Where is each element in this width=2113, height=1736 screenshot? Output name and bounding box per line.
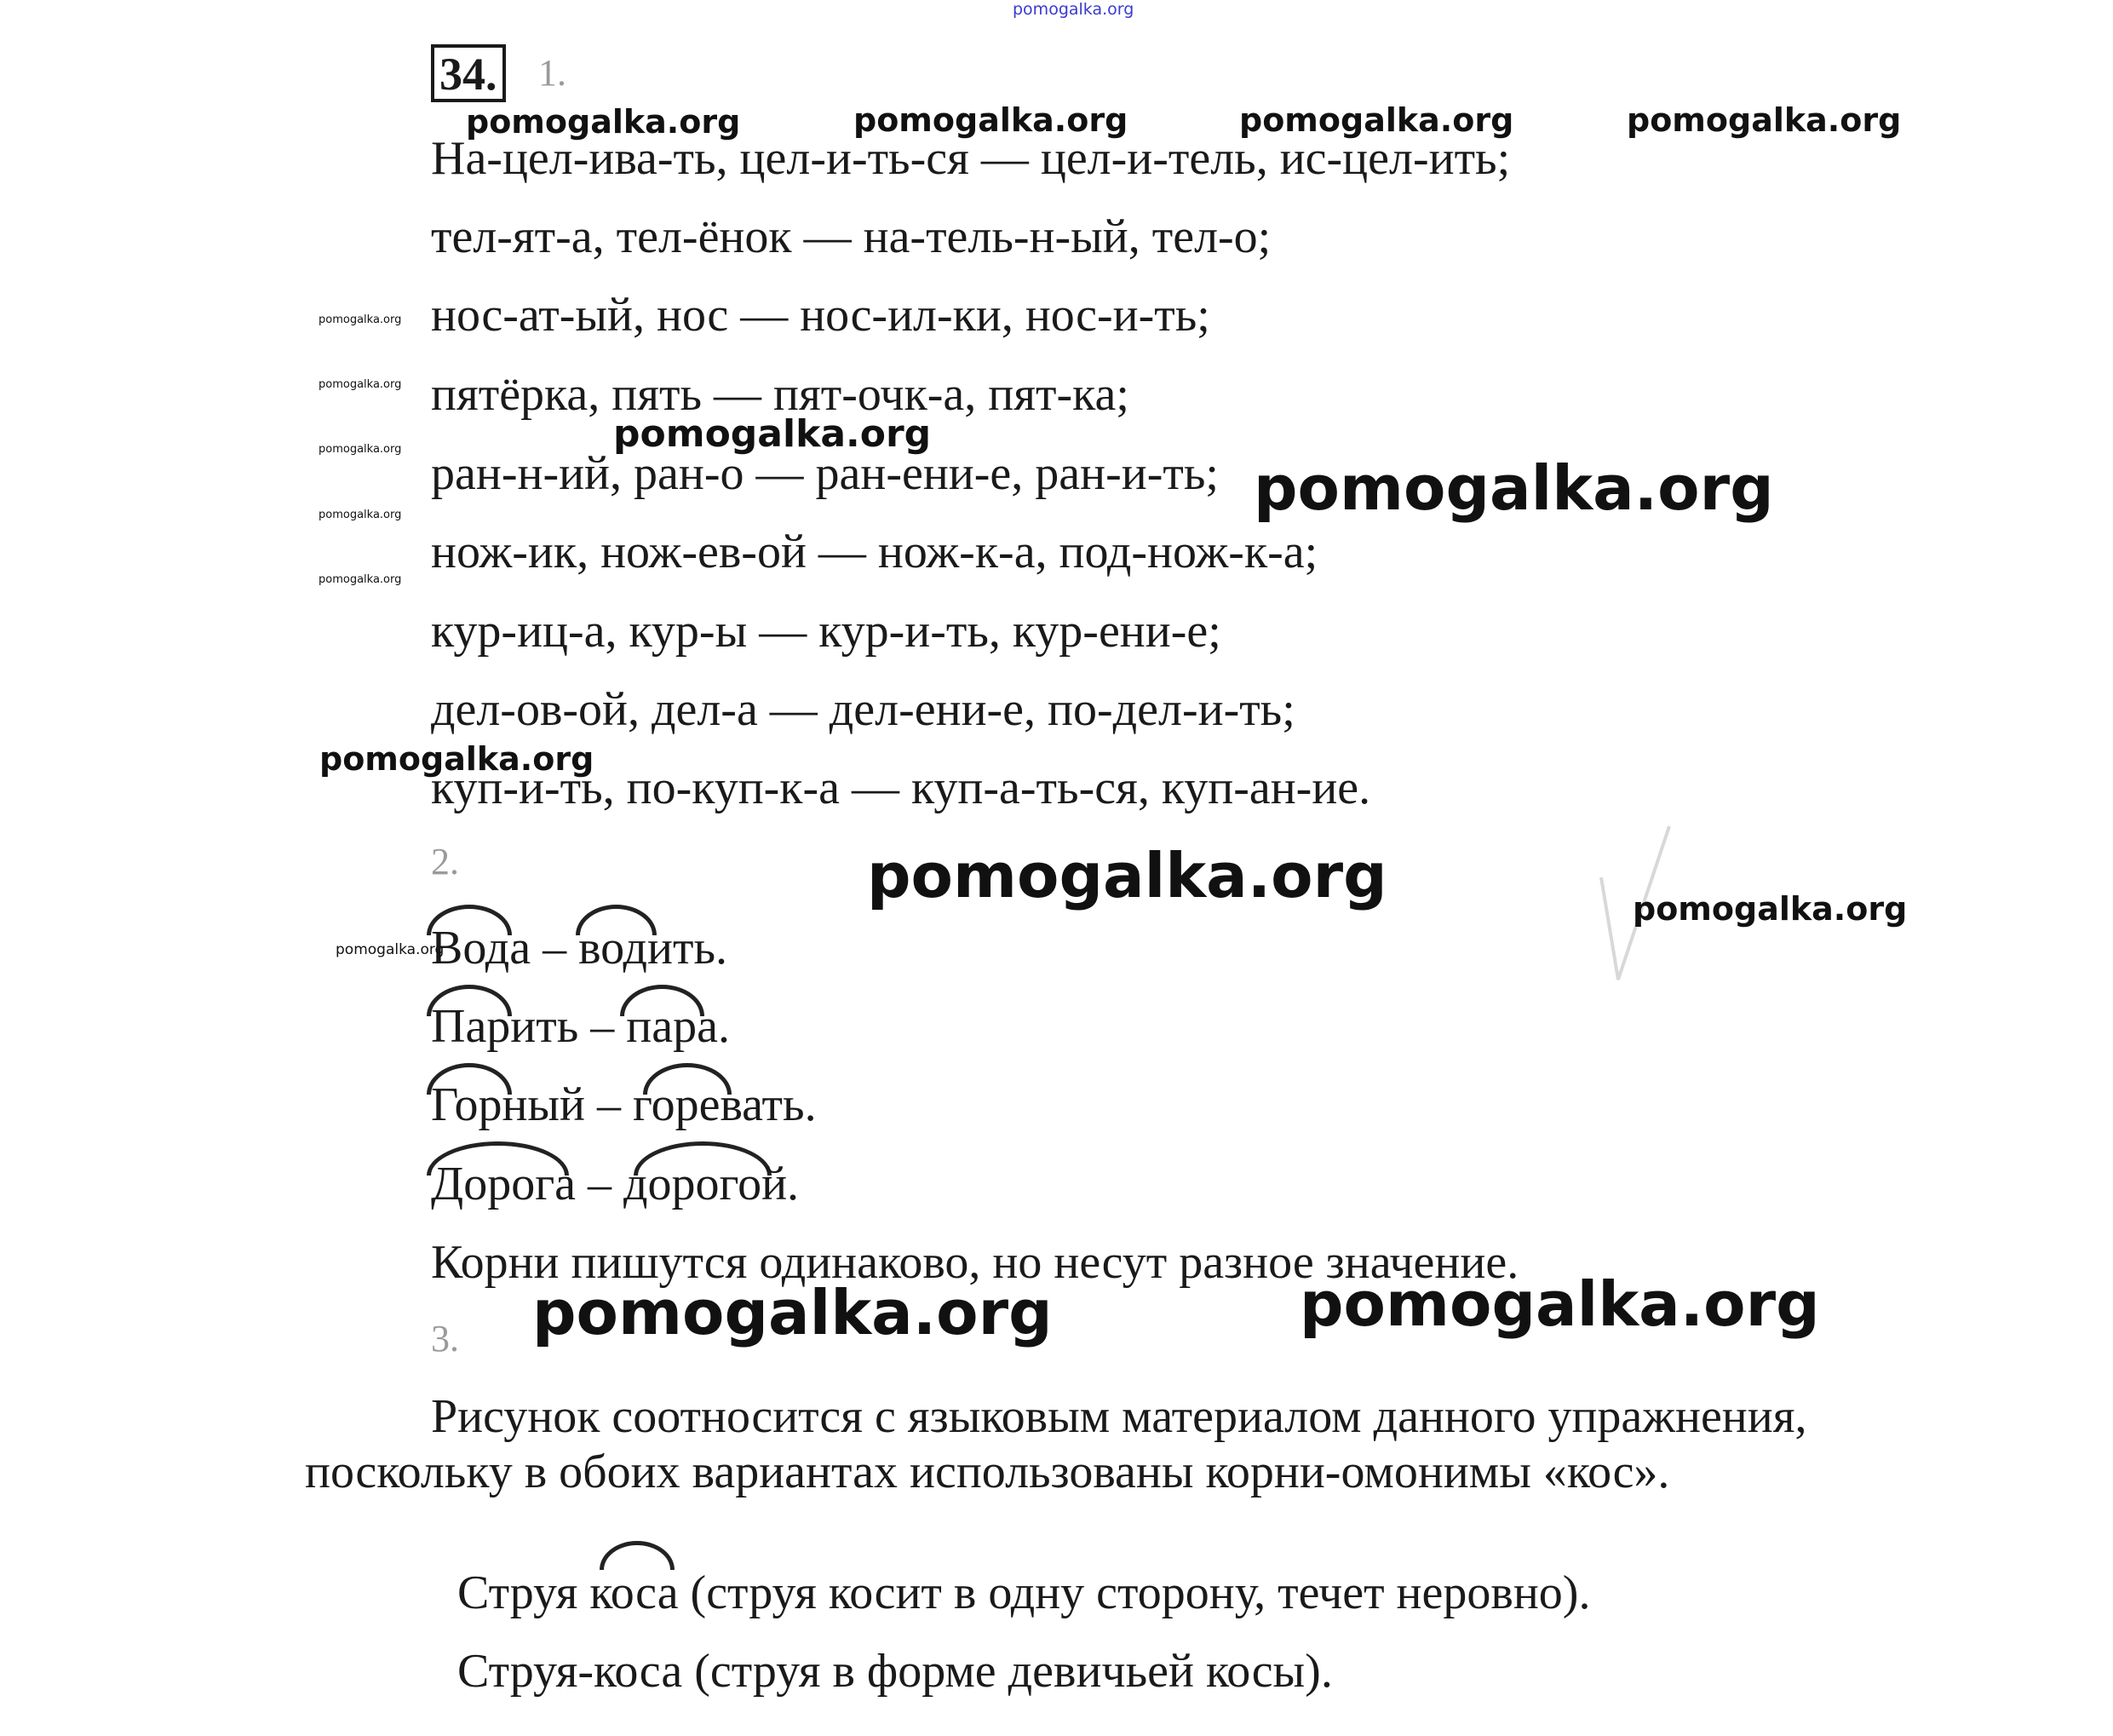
watermark: pomogalka.org [466, 103, 741, 141]
part2-label: 2. [431, 841, 459, 882]
part1-label: 1. [538, 52, 566, 94]
watermark: pomogalka.org [319, 573, 402, 586]
watermark: pomogalka.org [1627, 101, 1902, 139]
part2-line: Дорога – дорогой. [431, 1158, 800, 1210]
watermark: pomogalka.org [1633, 890, 1908, 928]
watermark: pomogalka.org [336, 941, 445, 958]
part1-line: куп-и-ть, по-куп-к-а — куп-а-ть-ся, куп-ан-ие. [431, 762, 1371, 814]
watermark: pomogalka.org [867, 840, 1387, 911]
watermark: pomogalka.org [1300, 1268, 1820, 1340]
part1-line: На-цел-ива-ть, цел-и-ть-ся — цел-и-тель, ис-цел-ить; [431, 132, 1511, 185]
root-arc [600, 1541, 675, 1570]
part3-label: 3. [431, 1318, 459, 1359]
part2-conclusion: Корни пишутся одинаково, но несут разное значение. [431, 1236, 1519, 1289]
part3-example: Струя коса (струя косит в одну сторону, течет неровно). [457, 1566, 1591, 1619]
part1-line: дел-ов-ой, дел-а — дел-ени-е, по-дел-и-ть; [431, 683, 1295, 736]
part2-line: Вода – водить. [431, 922, 728, 974]
watermark: pomogalka.org [1013, 0, 1134, 19]
watermark: pomogalka.org [319, 378, 402, 391]
watermark: pomogalka.org [532, 1277, 1053, 1348]
part1-line: пятёрка, пять — пят-очк-а, пят-ка; [431, 368, 1129, 421]
part3-paragraph-line: Рисунок соотносится с языковым материалом данного упражнения, [431, 1390, 1807, 1443]
part3-paragraph-line: поскольку в обоих вариантах использованы корни-омонимы «кос». [305, 1446, 1670, 1498]
part1-line: нож-ик, нож-ев-ой — нож-к-а, под-нож-к-а; [431, 526, 1318, 578]
part2-line: Парить – пара. [431, 1000, 730, 1053]
watermark: pomogalka.org [613, 412, 932, 456]
part1-line: тел-ят-а, тел-ёнок — на-тель-н-ый, тел-о; [431, 210, 1272, 263]
watermark: pomogalka.org [1254, 452, 1774, 524]
watermark: pomogalka.org [1239, 101, 1514, 139]
watermark: pomogalka.org [319, 443, 402, 456]
part1-line: кур-иц-а, кур-ы — кур-и-ть, кур-ени-е; [431, 605, 1221, 658]
watermark: pomogalka.org [853, 101, 1128, 139]
watermark: pomogalka.org [319, 313, 402, 326]
part3-example: Струя-коса (струя в форме девичьей косы). [457, 1645, 1333, 1698]
exercise-number: 34. [431, 44, 506, 102]
part1-line: нос-ат-ый, нос — нос-ил-ки, нос-и-ть; [431, 289, 1210, 342]
part2-line: Горный – горевать. [431, 1078, 817, 1131]
watermark: pomogalka.org [319, 509, 402, 521]
watermark: pomogalka.org [319, 740, 594, 778]
part1-line: ран-н-ий, ран-о — ран-ени-е, ран-и-ть; [431, 447, 1219, 500]
